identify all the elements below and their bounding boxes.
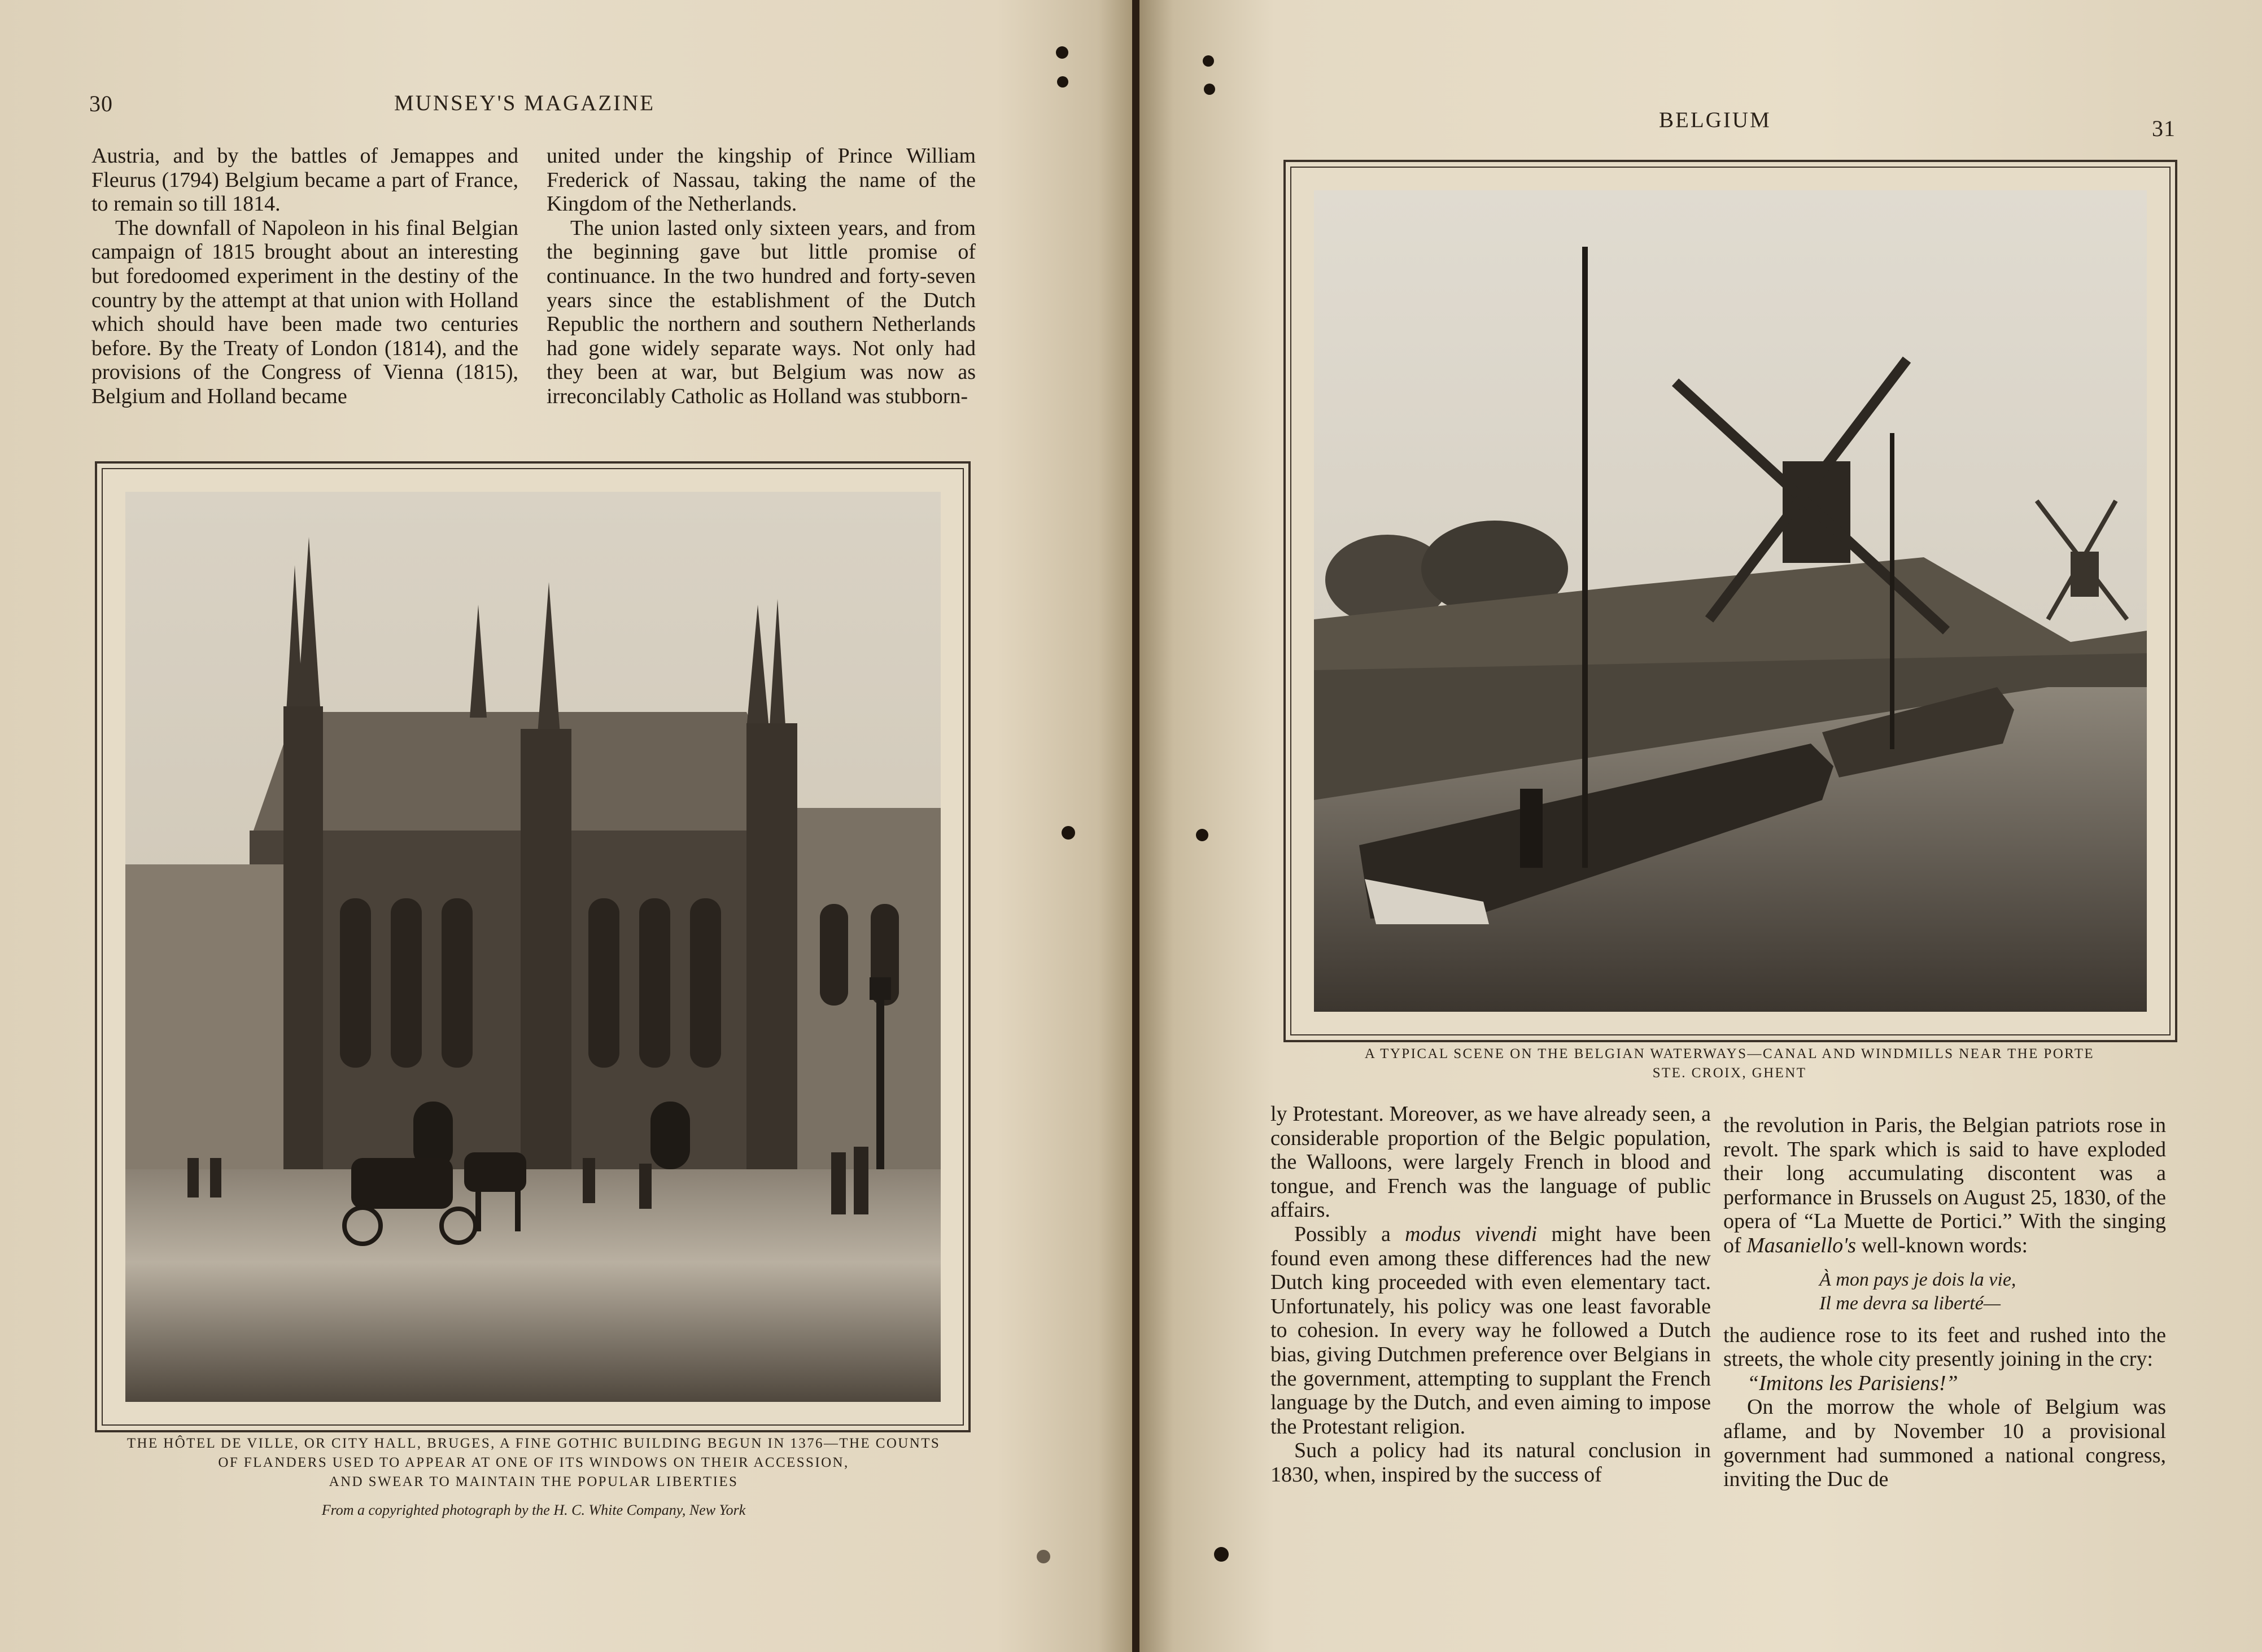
caption-line: THE HÔTEL DE VILLE, OR CITY HALL, BRUGES, A FINE GOTHIC BUILDING BEGUN IN 1376—THE COUNTS (126, 1436, 941, 1451)
paragraph: Such a policy had its natural conclusion in 1830, when, inspired by the success of (1270, 1439, 1711, 1487)
running-head: BELGIUM (1659, 108, 1771, 132)
canal-windmills-photo (1314, 190, 2147, 1012)
photo-credit: From a copyrighted photograph by the H. C. White Company, New York (321, 1502, 746, 1518)
photo-plate-frame (1283, 160, 2177, 1042)
right-page (1139, 0, 2262, 1652)
paragraph: The union lasted only sixteen years, and from the beginning gave but little promise of continuance. In the two hundred and forty-seven years since the establishment of the Dutch Republic the northern and southern Netherlands had gone widely separate ways. Not only had they been at war, but Belgium was now as irreconcilably Catholic as Holland was stubborn- (547, 216, 976, 408)
binding-hole (1204, 84, 1215, 95)
caption-line: STE. CROIX, GHENT (1652, 1065, 1807, 1081)
text-column-2 (1723, 1113, 2166, 1492)
binding-hole (1196, 829, 1208, 841)
page-number: 30 (89, 91, 113, 116)
paragraph: the audience rose to its feet and rushed into the streets, the whole city presently joining in the cry: (1723, 1323, 2166, 1371)
binding-hole (1214, 1547, 1229, 1562)
verse-line: Il me devra sa liberté— (1819, 1292, 2001, 1314)
page-number: 31 (2152, 116, 2176, 141)
city-hall-photo (125, 492, 941, 1402)
binding-hole (1057, 76, 1068, 88)
paragraph: ly Protestant. Moreover, as we have already seen, a considerable proportion of the Belgic population, the Walloons, were largely French in blood and tongue, and French was the language of public affairs. (1270, 1102, 1711, 1222)
binding-hole (1056, 46, 1068, 59)
verse-quote (1723, 1268, 2166, 1316)
binding-hole (1062, 826, 1075, 840)
photo-plate-frame (95, 461, 971, 1432)
paragraph: Austria, and by the battles of Jemappes and Fleurus (1794) Belgium became a part of France, to remain so till 1814. (91, 144, 518, 216)
caption-line: A TYPICAL SCENE ON THE BELGIAN WATERWAYS—CANAL AND WINDMILLS NEAR THE PORTE (1364, 1046, 2095, 1061)
caption-line: AND SWEAR TO MAINTAIN THE POPULAR LIBERTIES (329, 1474, 739, 1489)
plate-caption (1281, 1044, 2178, 1083)
text-column-1 (91, 144, 518, 409)
verse-line: À mon pays je dois la vie, (1819, 1269, 2016, 1290)
text-column-2 (547, 144, 976, 409)
paragraph: On the morrow the whole of Belgium was aflame, and by November 10 a provisional government had summoned a national congress, inviting the Duc de (1723, 1395, 2166, 1492)
binding-hole (1203, 55, 1214, 67)
text-column-1 (1270, 1102, 1711, 1487)
paragraph: united under the kingship of Prince William Frederick of Nassau, taking the name of the Kingdom of the Netherlands. (547, 144, 976, 216)
running-head: MUNSEY'S MAGAZINE (394, 91, 656, 115)
caption-line: OF FLANDERS USED TO APPEAR AT ONE OF ITS WINDOWS ON THEIR ACCESSION, (218, 1455, 849, 1470)
paragraph: The downfall of Napoleon in his final Belgian campaign of 1815 brought about an interesting but foredoomed experiment in the destiny of the country by the attempt at that union with Holland which should have been made two centuries before. By the Treaty of London (1814), and the provisions of the Congress of Vienna (1815), Belgium and Holland became (91, 216, 518, 408)
paragraph: the revolution in Paris, the Belgian patriots rose in revolt. The spark which is said to have exploded their long accumulating discontent was a performance in Brussels on August 25, 1830, of the opera of “La Muette de Portici.” With the singing of Masaniello's well-known words: (1723, 1113, 2166, 1257)
binding-hole (1037, 1550, 1050, 1563)
paragraph: Possibly a modus vivendi might have been found even among these differences had the new Dutch king proceeded with even elementary tact. Unfortunately, his policy was one least favorable to cohesion. In every way he followed a Dutch bias, giving Dutchmen preference over Belgians in the government, attempting to supplant the French language by the Dutch, and even aiming to impose the Protestant religion. (1270, 1222, 1711, 1439)
quoted-cry: “Imitons les Parisiens!” (1747, 1371, 1958, 1395)
book-gutter (1132, 0, 1139, 1652)
plate-caption (90, 1434, 977, 1492)
